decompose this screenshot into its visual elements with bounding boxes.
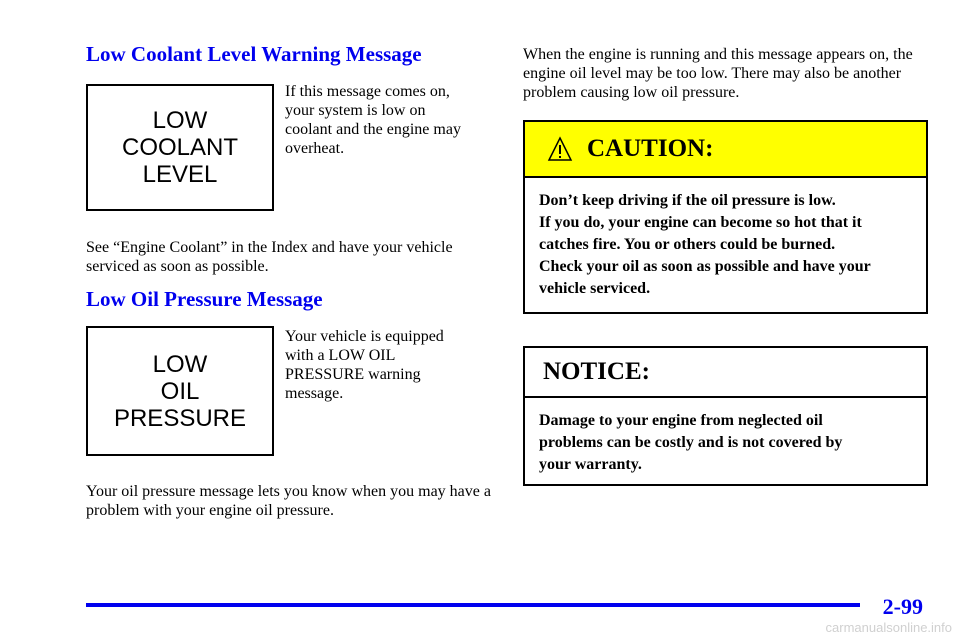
display-line: OIL [160,377,200,405]
caution-box [523,120,928,314]
caution-line: catches fire. You or others could be burned. [539,236,836,253]
coolant-body-text: See “Engine Coolant” in the Index and have your vehicle serviced as soon as possible. [86,239,453,275]
caution-line: vehicle serviced. [539,280,651,297]
oil-heading: Low Oil Pressure Message [86,287,323,311]
display-line: PRESSURE [113,404,247,432]
display-line: LOW [152,107,208,134]
display-line: COOLANT [121,134,238,161]
notice-box [523,346,928,486]
caution-line: Don’t keep driving if the oil pressure is low. [539,192,836,209]
notice-header [525,348,926,398]
notice-line: Damage to your engine from neglected oil [539,412,823,429]
oil-intro-text: When the engine is running and this message appears on, the engine oil level may be too low. There may also be another problem causing low oil pressure. [523,46,913,101]
notice-title: NOTICE: [543,358,650,385]
page-number: 2-99 [882,594,923,619]
coolant-message-display [86,84,274,211]
coolant-side-text: If this message comes on, your system is low on coolant and the engine may overheat. [285,83,461,157]
oil-body-text: Your oil pressure message lets you know when you may have a problem with your engine oil pressure. [86,483,491,519]
display-line: LEVEL [142,161,218,188]
watermark: carmanualsonline.info [825,620,952,635]
footer-rule [86,603,860,607]
oil-side-text: Your vehicle is equipped with a LOW OIL PRESSURE warning message. [285,328,444,402]
warning-exclamation-icon [547,136,573,162]
caution-line: If you do, your engine can become so hot that it [539,214,862,231]
notice-line: problems can be costly and is not covered by [539,434,843,451]
caution-title: CAUTION: [587,135,714,162]
oil-message-display [86,326,274,456]
notice-body [525,398,926,476]
coolant-heading: Low Coolant Level Warning Message [86,42,422,66]
notice-line: your warranty. [539,456,642,473]
caution-line: Check your oil as soon as possible and have your [539,258,871,275]
display-line: LOW [152,350,208,378]
caution-header [525,122,926,178]
caution-body [525,178,926,300]
